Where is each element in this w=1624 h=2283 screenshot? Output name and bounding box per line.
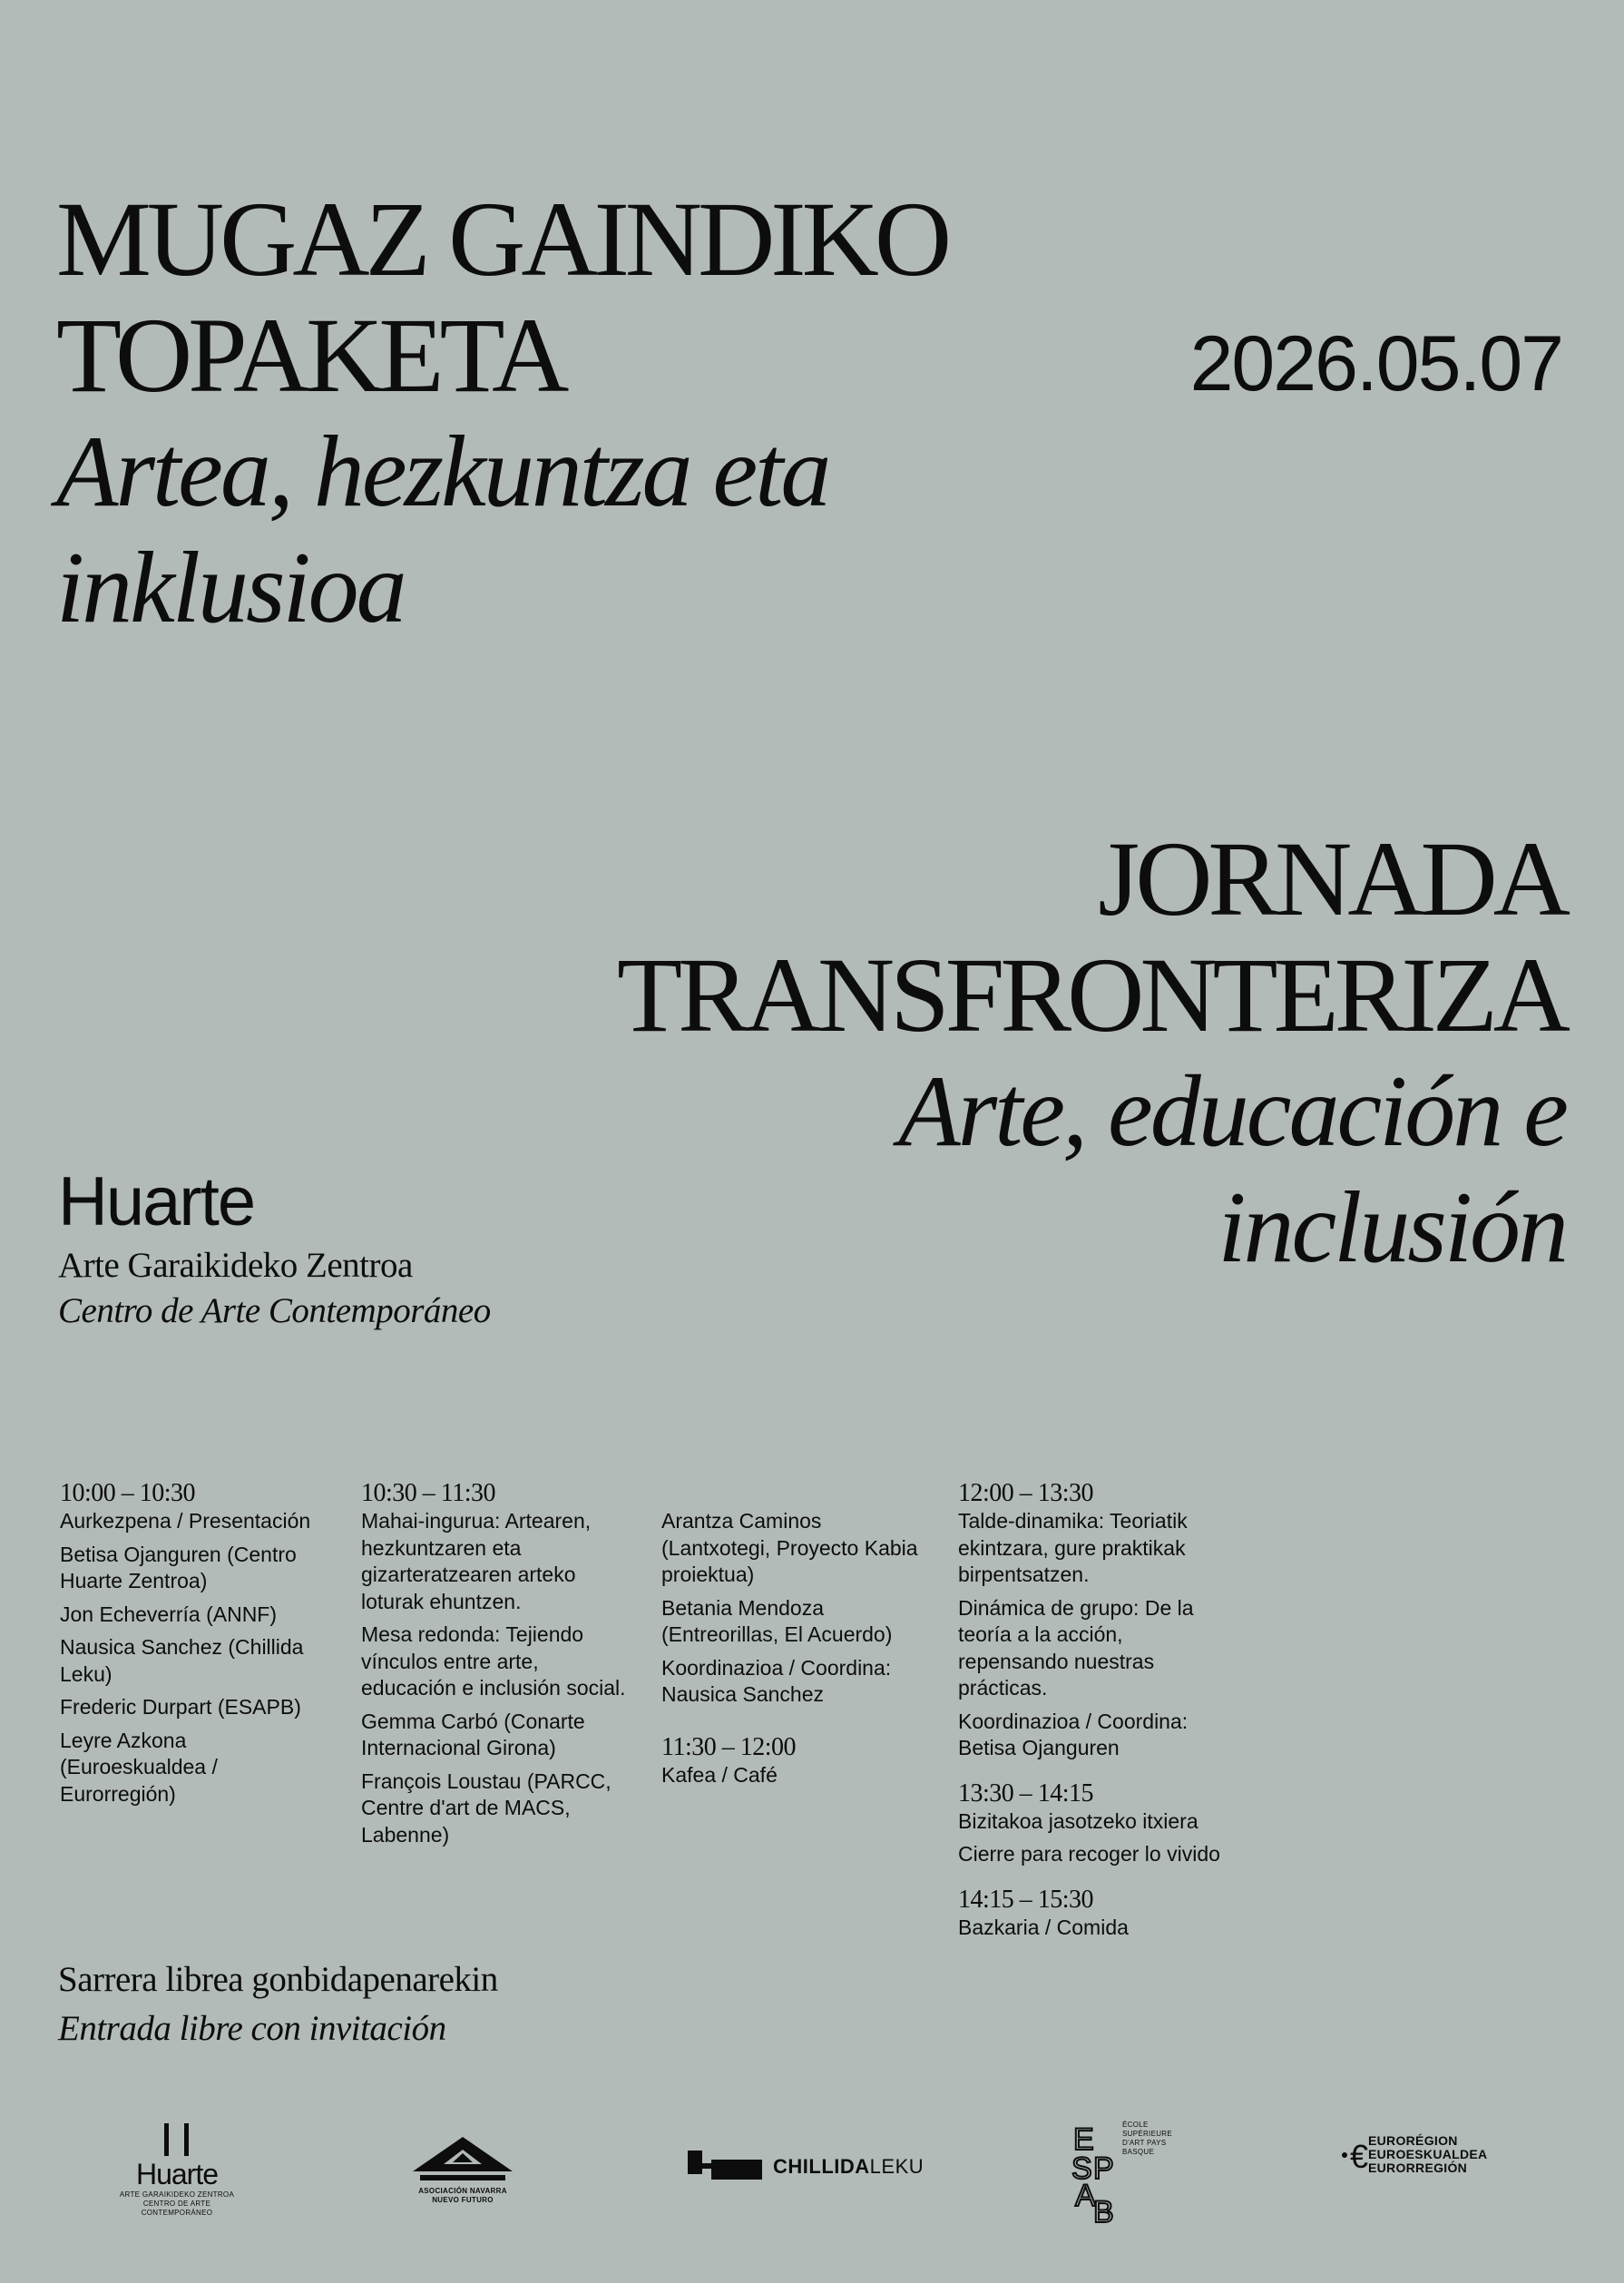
- program-column-3: [661, 1508, 934, 1795]
- program-item: Kafea / Café: [661, 1762, 778, 1787]
- svg-text:S: S: [1071, 2151, 1092, 2186]
- basque-title-block: [56, 181, 964, 646]
- huarte-logo: [109, 2123, 245, 2218]
- chillida-light-text: LEKU: [869, 2155, 925, 2178]
- time-slot: 10:00 – 10:30: [60, 1479, 196, 1507]
- euro-line-2: EUROESKUALDEA: [1368, 2147, 1488, 2161]
- program-item: Leyre Azkona (Euroeskualdea / Eurorregión): [60, 1728, 218, 1806]
- chillida-mark-icon: [688, 2149, 764, 2185]
- annf-logo: [404, 2137, 522, 2205]
- basque-title-line-1: MUGAZ GAINDIKO: [56, 180, 948, 299]
- spanish-subtitle-line-2: inclusión: [1218, 1171, 1566, 1284]
- venue-block: [58, 1161, 491, 1334]
- euro-line-1: EURORÉGION: [1368, 2133, 1458, 2148]
- esapb-logo: [1066, 2119, 1175, 2226]
- program-item: Arantza Caminos (Lantxotegi, Proyecto Kabia proiektua): [661, 1509, 918, 1586]
- time-slot: 12:00 – 13:30: [958, 1479, 1094, 1507]
- program-item: François Loustau (PARCC, Centre d'art de MACS, Labenne): [361, 1769, 611, 1847]
- esapb-letters-icon: [1068, 2119, 1122, 2226]
- event-date: 2026.05.07: [1189, 320, 1562, 407]
- venue-subtitle-es: Centro de Arte Contemporáneo: [58, 1291, 491, 1330]
- huarte-logo-sub-eu: ARTE GARAIKIDEKO ZENTROA: [119, 2190, 235, 2199]
- program-item: Nausica Sanchez (Chillida Leku): [60, 1635, 304, 1686]
- basque-subtitle-line-1: Artea, hezkuntza eta: [56, 416, 829, 528]
- program-item: Bizitakoa jasotzeko itxiera: [958, 1808, 1198, 1833]
- huarte-mark-icon: [159, 2123, 195, 2158]
- time-slot: 13:30 – 14:15: [958, 1778, 1094, 1808]
- program-item: Mahai-ingurua: Artearen, hezkuntzaren eta gizarteratzearen arteko loturak ehuntzen.: [361, 1509, 592, 1613]
- svg-text:€: €: [1350, 2137, 1368, 2175]
- venue-name: Huarte: [58, 1163, 255, 1240]
- program-item: Bazkaria / Comida: [958, 1915, 1129, 1939]
- annf-line-1: ASOCIACIÓN NAVARRA: [418, 2187, 507, 2195]
- svg-text:B: B: [1093, 2195, 1114, 2226]
- entry-note-eu: Sarrera librea gonbidapenarekin: [58, 1960, 498, 1999]
- spanish-title-line-1: JORNADA: [1098, 819, 1566, 938]
- basque-subtitle-line-2: inklusioa: [56, 532, 405, 644]
- svg-text:P: P: [1093, 2151, 1114, 2186]
- venue-subtitle-eu: Arte Garaikideko Zentroa: [58, 1246, 413, 1285]
- euroregion-logo: [1341, 2134, 1487, 2175]
- basque-title-line-2: TOPAKETA: [56, 296, 565, 415]
- program-item: Dinámica de grupo: De la teoría a la acción, repensando nuestras prácticas.: [958, 1595, 1194, 1700]
- program-item: Betania Mendoza (Entreorillas, El Acuerdo): [661, 1595, 893, 1646]
- program-item: Aurkezpena / Presentación: [60, 1509, 311, 1533]
- time-slot: 10:30 – 11:30: [361, 1479, 496, 1507]
- huarte-logo-name: Huarte: [135, 2158, 219, 2190]
- program-column-1: [60, 1479, 332, 1814]
- program-item: Talde-dinamika: Teoriatik ekintzara, gure praktikak birpentsatzen.: [958, 1509, 1188, 1586]
- huarte-logo-sub-es: CENTRO DE ARTE CONTEMPORÁNEO: [141, 2200, 213, 2217]
- spanish-title-block: [568, 821, 1566, 1286]
- program-item: Gemma Carbó (Conarte Internacional Girona): [361, 1709, 585, 1759]
- svg-text:E: E: [1073, 2122, 1094, 2157]
- annf-roof-icon: [413, 2137, 513, 2184]
- spanish-title-line-2: TRANSFRONTERIZA: [616, 936, 1566, 1054]
- spanish-subtitle-line-1: Arte, educación e: [898, 1055, 1566, 1168]
- time-slot: 14:15 – 15:30: [958, 1885, 1094, 1914]
- program-item: Cierre para recoger lo vivido: [958, 1842, 1220, 1866]
- entry-note: [58, 1955, 498, 2053]
- svg-text:A: A: [1075, 2179, 1096, 2213]
- euro-symbol-icon: [1341, 2135, 1368, 2175]
- program-item: Betisa Ojanguren (Centro Huarte Zentroa): [60, 1542, 297, 1592]
- time-slot: 11:30 – 12:00: [661, 1732, 797, 1761]
- program-item: Jon Echeverría (ANNF): [60, 1602, 278, 1626]
- chillida-bold-text: CHILLIDA: [773, 2155, 870, 2178]
- program-item: Koordinazioa / Coordina: Nausica Sanchez: [661, 1655, 892, 1706]
- annf-line-2: NUEVO FUTURO: [432, 2196, 494, 2204]
- program-column-4: [958, 1479, 1230, 1947]
- program-item: Mesa redonda: Tejiendo vínculos entre arte, educación e inclusión social.: [361, 1622, 626, 1700]
- esapb-school-name: ÉCOLE SUPÉRIEURE D'ART PAYS BASQUE: [1122, 2121, 1173, 2156]
- entry-note-es: Entrada libre con invitación: [58, 2009, 446, 2048]
- program-item: Koordinazioa / Coordina: Betisa Ojanguren: [958, 1709, 1189, 1759]
- chillida-leku-logo: [688, 2149, 924, 2185]
- program-column-2: [361, 1479, 633, 1855]
- program-item: Frederic Durpart (ESAPB): [60, 1695, 301, 1719]
- euro-line-3: EURORREGIÓN: [1368, 2161, 1468, 2175]
